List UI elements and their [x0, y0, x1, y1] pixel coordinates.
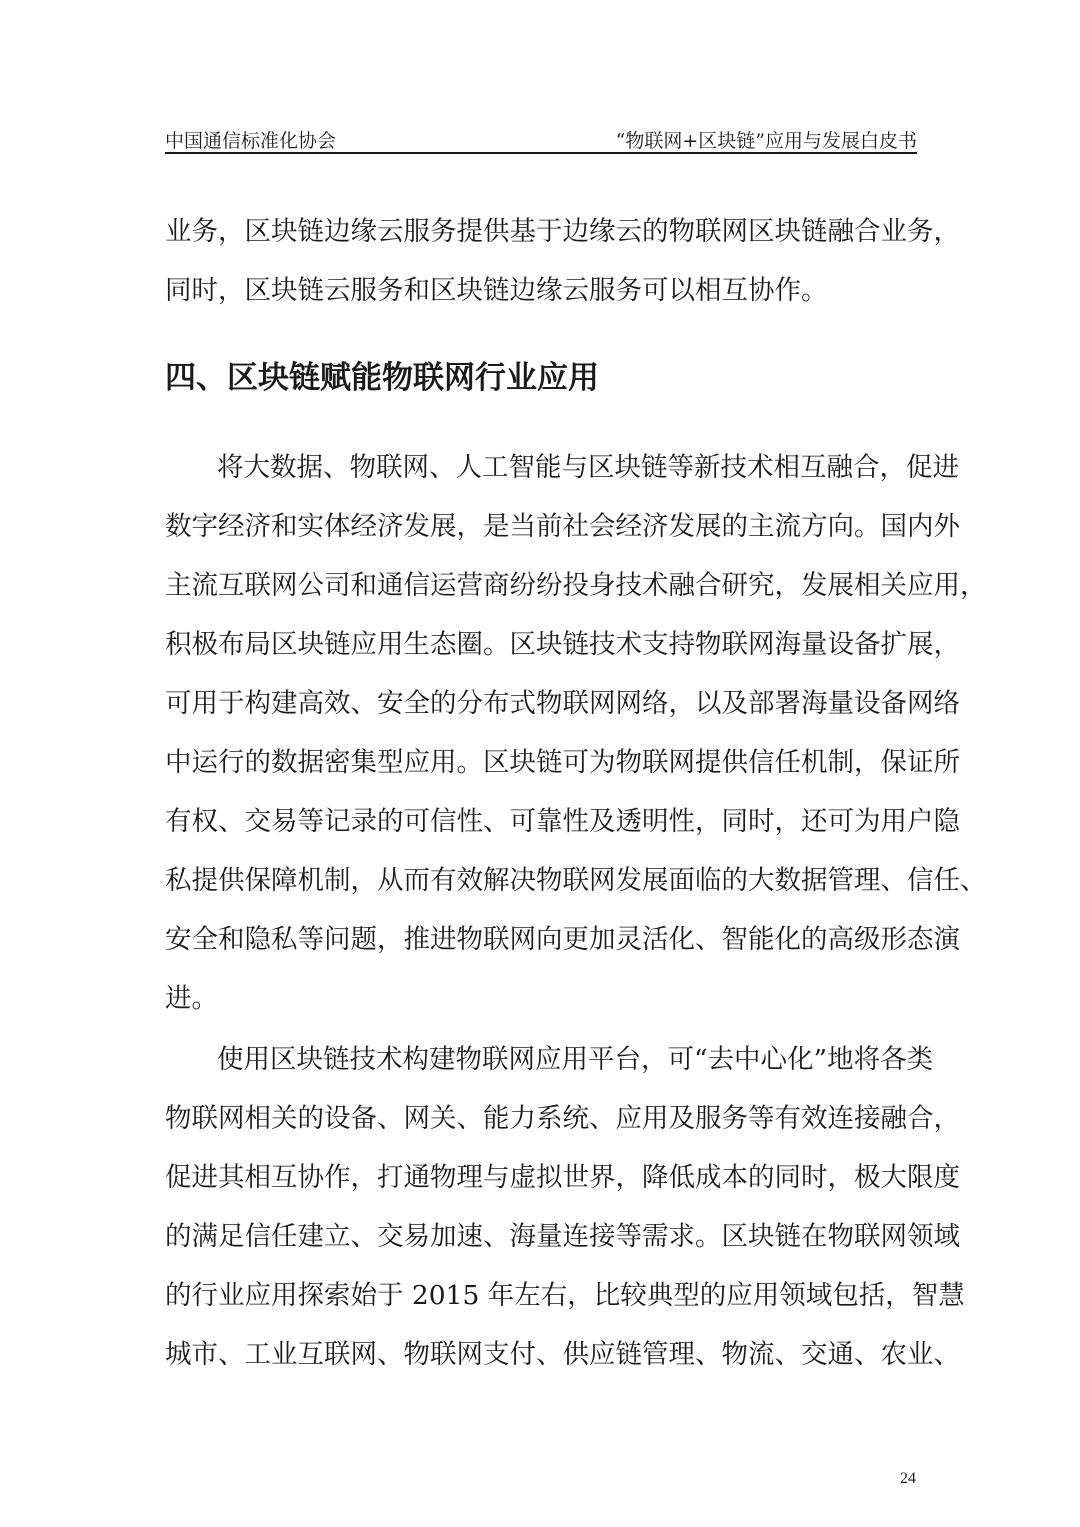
paragraph1-line: 数字经济和实体经济发展，是当前社会经济发展的主流方向。国内外	[165, 511, 960, 542]
paragraph1-line: 主流互联网公司和通信运营商纷纷投身技术融合研究，发展相关应用，	[165, 570, 987, 601]
section-heading: 四、区块链赋能物联网行业应用	[165, 360, 599, 396]
header-document-title: “物联网+区块链”应用与发展白皮书	[615, 130, 917, 152]
paragraph1-line: 有权、交易等记录的可信性、可靠性及透明性，同时，还可为用户隐	[165, 806, 960, 837]
paragraph1-line: 中运行的数据密集型应用。区块链可为物联网提供信任机制，保证所	[165, 747, 960, 778]
page-header	[165, 122, 917, 154]
page-number: 24	[900, 1470, 916, 1487]
paragraph2-line: 使用区块链技术构建物联网应用平台，可“去中心化”地将各类	[217, 1044, 934, 1075]
paragraph2-line: 促进其相互协作，打通物理与虚拟世界，降低成本的同时，极大限度	[165, 1162, 960, 1193]
header-organization: 中国通信标准化协会	[165, 130, 337, 152]
intro-line: 同时，区块链云服务和区块链边缘云服务可以相互协作。	[165, 275, 828, 306]
paragraph1-line: 可用于构建高效、安全的分布式物联网网络，以及部署海量设备网络	[165, 688, 960, 719]
paragraph1-line: 将大数据、物联网、人工智能与区块链等新技术相互融合，促进	[217, 452, 959, 483]
paragraph1-line: 私提供保障机制，从而有效解决物联网发展面临的大数据管理、信任、	[165, 865, 987, 896]
paragraph1-line: 进。	[165, 983, 218, 1014]
paragraph1-line: 安全和隐私等问题，推进物联网向更加灵活化、智能化的高级形态演	[165, 924, 960, 955]
paragraph2-line: 物联网相关的设备、网关、能力系统、应用及服务等有效连接融合，	[165, 1103, 960, 1134]
paragraph2-line: 的满足信任建立、交易加速、海量连接等需求。区块链在物联网领域	[165, 1221, 960, 1252]
intro-line: 业务，区块链边缘云服务提供基于边缘云的物联网区块链融合业务，	[165, 216, 960, 247]
paragraph2-line: 城市、工业互联网、物联网支付、供应链管理、物流、交通、农业、	[165, 1339, 960, 1370]
paragraph1-line: 积极布局区块链应用生态圈。区块链技术支持物联网海量设备扩展，	[165, 629, 960, 660]
paragraph2-line: 的行业应用探索始于 2015 年左右，比较典型的应用领域包括，智慧	[165, 1280, 965, 1311]
